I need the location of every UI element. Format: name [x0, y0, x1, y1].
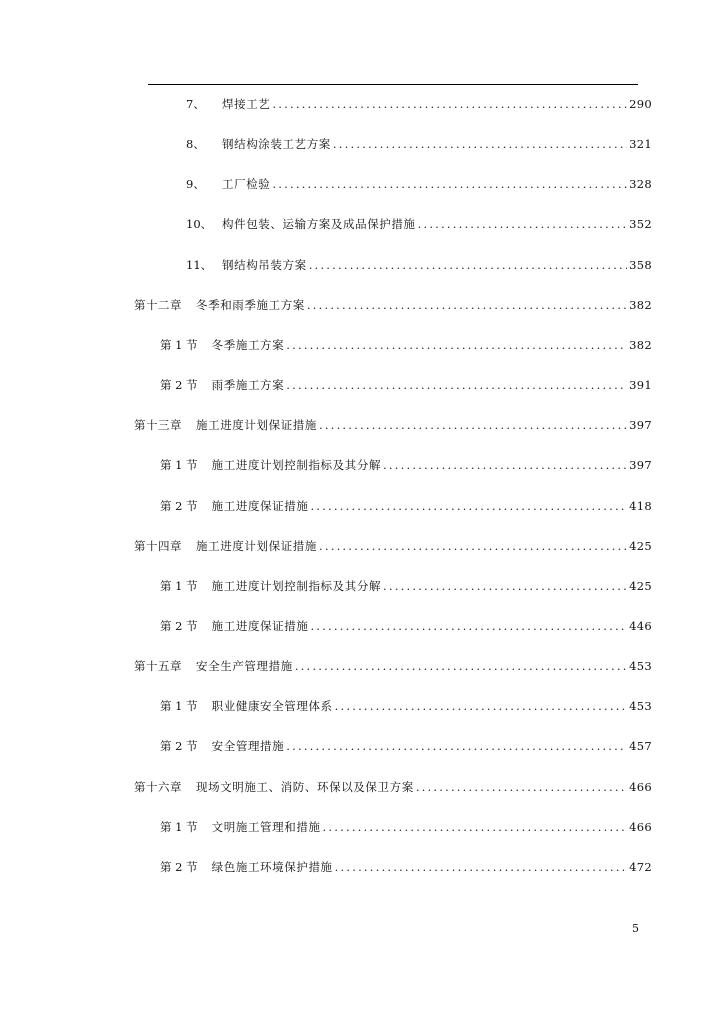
toc-leader-dots [335, 860, 628, 874]
toc-entry-title: 施工进度计划保证措施 [196, 538, 317, 553]
toc-entry[interactable] [134, 654, 652, 678]
toc-entry-number: 第 2 节 [160, 859, 198, 874]
toc-entry-title: 工厂检验 [222, 177, 271, 192]
toc-entry-page: 382 [629, 337, 652, 352]
toc-entry-title: 文明施工管理和措施 [211, 819, 321, 834]
toc-entry-title: 职业健康安全管理体系 [211, 699, 333, 714]
toc-leader-dots [272, 177, 627, 191]
toc-entry[interactable] [160, 614, 652, 638]
toc-entry-number: 第 2 节 [160, 618, 198, 633]
page-number: 5 [632, 922, 639, 935]
toc-leader-dots [309, 258, 627, 272]
toc-entry-title: 安全管理措施 [211, 739, 285, 754]
toc-leader-dots [310, 499, 627, 513]
toc-entry-page: 397 [629, 458, 652, 473]
toc-entry-title: 焊接工艺 [222, 97, 271, 111]
toc-leader-dots [310, 619, 627, 633]
toc-leader-dots [272, 97, 627, 111]
toc-leader-dots [333, 137, 627, 151]
toc-entry-title: 钢结构涂装工艺方案 [222, 137, 331, 152]
toc-entry-page: 453 [629, 659, 652, 674]
toc-leader-dots [319, 418, 627, 432]
toc-entry[interactable] [160, 373, 652, 397]
toc-entry-page: 466 [629, 819, 652, 834]
toc-entry-number: 第十六章 [134, 779, 182, 794]
toc-entry-title: 施工进度保证措施 [211, 618, 309, 633]
toc-entry[interactable] [160, 333, 652, 357]
toc-entry[interactable] [160, 815, 652, 839]
toc-entry[interactable] [186, 132, 652, 156]
toc-entry-title: 安全生产管理措施 [196, 659, 293, 674]
toc-entry-title: 雨季施工方案 [211, 378, 285, 393]
toc-entry[interactable] [134, 293, 652, 317]
toc-entry-number: 第 2 节 [160, 498, 198, 513]
toc-entry-page: 446 [629, 618, 652, 633]
toc-entry-title: 构件包装、运输方案及成品保护措施 [222, 217, 416, 232]
toc-entry-page: 321 [629, 137, 652, 152]
toc-entry[interactable] [160, 855, 652, 879]
toc-entry[interactable] [186, 253, 652, 277]
toc-leader-dots [383, 458, 627, 472]
toc-entry-title: 绿色施工环境保护措施 [211, 859, 333, 874]
toc-entry-title: 现场文明施工、消防、环保以及保卫方案 [196, 779, 414, 794]
toc-entry-page: 472 [629, 859, 652, 874]
toc-entry-title: 施工进度计划保证措施 [196, 418, 317, 433]
toc-entry-number: 第 1 节 [160, 819, 198, 834]
toc-entry-page: 352 [629, 217, 652, 232]
toc-entry-number: 第 2 节 [160, 739, 198, 754]
toc-leader-dots [418, 217, 628, 231]
toc-entry-number: 第 1 节 [160, 699, 198, 714]
toc-entry-page: 457 [629, 739, 652, 754]
toc-leader-dots [295, 659, 627, 673]
toc-entry-page: 425 [629, 578, 652, 593]
toc-leader-dots [319, 539, 627, 553]
toc-entry-page: 382 [629, 297, 652, 312]
toc-entry[interactable] [160, 574, 652, 598]
toc-entry-title: 钢结构吊装方案 [222, 257, 307, 272]
toc-entry-page: 290 [629, 97, 652, 111]
toc-entry[interactable] [134, 413, 652, 437]
toc-entry-number: 9、 [186, 177, 205, 192]
toc-entry-title: 冬季和雨季施工方案 [196, 297, 305, 312]
toc-entry[interactable] [134, 534, 652, 558]
toc-entry[interactable] [160, 494, 652, 518]
toc-entry-number: 10、 [186, 217, 213, 232]
toc-leader-dots [323, 820, 628, 834]
toc-entry-title: 施工进度保证措施 [211, 498, 309, 513]
toc-entry-page: 328 [629, 177, 652, 192]
toc-entry-title: 施工进度计划控制指标及其分解 [211, 458, 382, 473]
toc-entry-page: 425 [629, 538, 652, 553]
header-rule [148, 84, 638, 85]
toc-entry-number: 第十三章 [134, 418, 182, 433]
toc-entry[interactable] [160, 694, 652, 718]
toc-entry-number: 第 1 节 [160, 458, 198, 473]
toc-entry[interactable] [186, 212, 652, 236]
toc-entry-title: 施工进度计划控制指标及其分解 [211, 578, 382, 593]
toc-entry[interactable] [160, 734, 652, 758]
toc-entry[interactable] [160, 453, 652, 477]
toc-leader-dots [307, 298, 627, 312]
toc-entry-number: 第 1 节 [160, 337, 198, 352]
toc-entry-number: 第十二章 [134, 297, 182, 312]
toc-leader-dots [286, 338, 627, 352]
toc-leader-dots [286, 739, 627, 753]
toc-entry-page: 418 [629, 498, 652, 513]
toc-entry-number: 第 2 节 [160, 378, 198, 393]
toc-entry[interactable] [186, 92, 652, 116]
toc-entry[interactable] [134, 775, 652, 799]
toc-entry-page: 391 [629, 378, 652, 393]
toc-leader-dots [416, 780, 627, 794]
toc-entry-number: 8、 [186, 137, 205, 152]
toc-entry-page: 397 [629, 418, 652, 433]
toc-entry-number: 第 1 节 [160, 578, 198, 593]
toc-entry-number: 11、 [186, 257, 213, 272]
toc-leader-dots [286, 378, 627, 392]
toc-leader-dots [383, 579, 627, 593]
toc-entry-number: 第十四章 [134, 538, 182, 553]
toc-entry-number: 7、 [186, 97, 205, 111]
toc-entry-page: 466 [629, 779, 652, 794]
toc-entry-page: 453 [629, 699, 652, 714]
toc-leader-dots [335, 699, 628, 713]
toc-entry-title: 冬季施工方案 [211, 337, 285, 352]
toc-entry-number: 第十五章 [134, 659, 182, 674]
toc-entry[interactable] [186, 172, 652, 196]
toc-entry-page: 358 [629, 257, 652, 272]
